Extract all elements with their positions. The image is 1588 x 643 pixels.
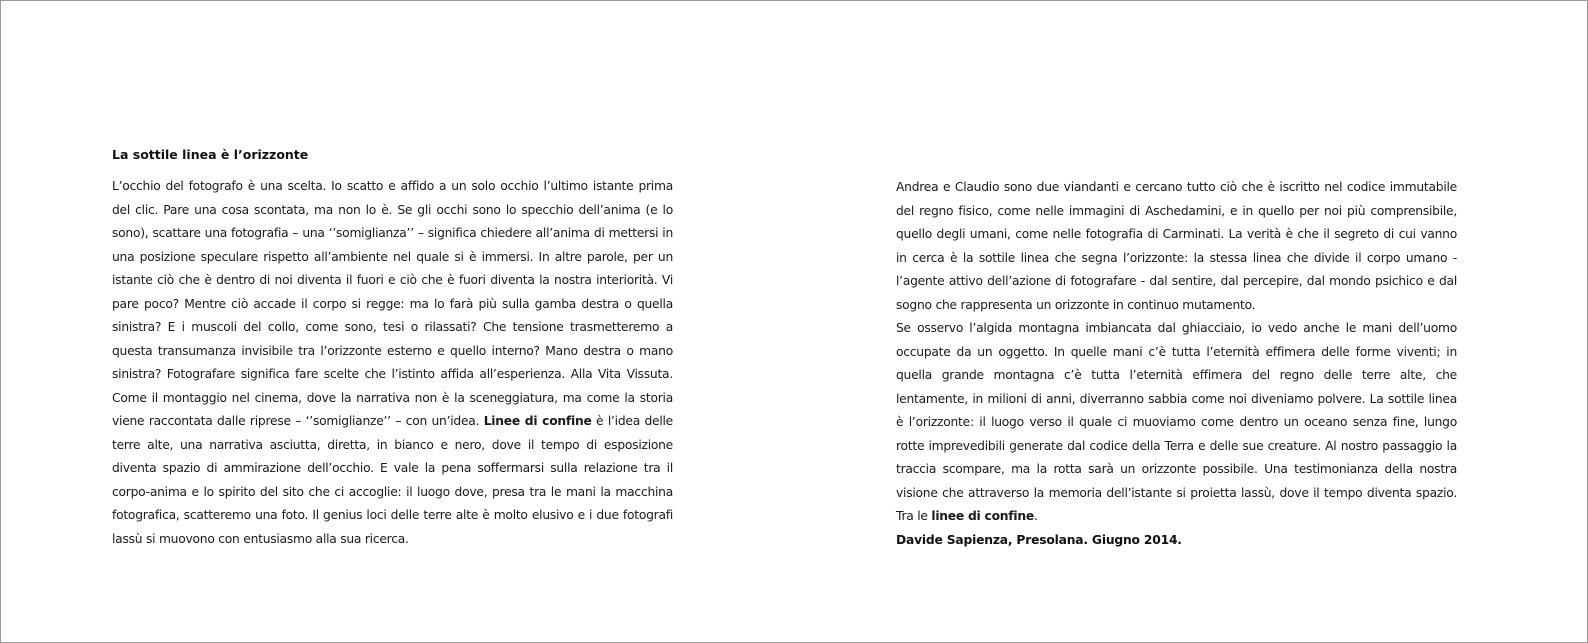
essay-paragraph: [896, 317, 1457, 529]
book-title-emphasis: linee di confine: [931, 509, 1034, 523]
paragraph-text: .: [1033, 509, 1038, 523]
paragraph-text: Se osservo l’algida montagna imbiancata dal ghiacciaio, io vedo anche le mani dell’uomo occupate da un oggetto. In quelle mani c’è tutta l’eternità effimera delle forme viventi; in quella grande montagna c’è tutta l’eternità effimera del regno delle terre alte, che lentamente, in milioni di anni, diverranno sabbia come noi diveniamo polvere. La sottile linea è l’orizzonte: il luogo verso il quale ci muoviamo come dentro un oceano senza fine, lungo rotte imprevedibili generate dal codice della Terra e delle sue creature. Al nostro passaggio la traccia scompare, ma la rotta sarà un orizzonte possibile. Una testimonianza della nostra visione che attraverso la memoria dell’istante si proietta lassù, dove il tempo diventa spazio. Tra le: [896, 321, 1457, 523]
essay-paragraph: Andrea e Claudio sono due viandanti e cercano tutto ciò che è iscritto nel codice immutabile del regno fisico, come nelle immagini di Aschedamini, e in quello per noi più comprensibile, quello degli umani, come nelle fotografia di Carminati. La verità è che il segreto di cui vanno in cerca è la sottile linea che segna l’orizzonte: la stessa linea che divide il corpo umano - l’agente attivo dell’azione di fotografare - dal sentire, dal percepire, dal mondo psichico e dal sogno che rappresenta un orizzonte in continuo mutamento.: [896, 180, 1457, 312]
author-signature: Davide Sapienza, Presolana. Giugno 2014.: [896, 532, 1182, 547]
book-title-emphasis: Linee di confine: [483, 414, 592, 428]
paragraph-text: L’occhio del fotografo è una scelta. Io scatto e affido a un solo occhio l’ultimo istante prima del clic. Pare una cosa scontata, ma non lo è. Se gli occhi sono lo specchio dell’anima (e lo sono), scattare una fotografia – una ‘’somiglianza’’ – significa chiedere all’anima di mettersi in una posizione speculare rispetto all’ambiente nel quale si è immersi. In altre parole, per un istante ciò che è dentro di noi diventa il fuori e ciò che è fuori diventa la nostra interiorità. Vi pare poco? Mentre ciò accade il corpo si regge: ma lo farà più sulla gamba destra o quella sinistra? E i muscoli del collo, come sono, tesi o rilassati? Che tensione trasmetteremo a questa transumanza invisibile tra l’orizzonte esterno e quello interno? Mano destra o mano sinistra? Fotografare significa fare scelte che l’istinto affida all’esperienza. Alla Vita Vissuta. Come il montaggio nel cinema, dove la narrativa non è la sceneggiatura, ma come la storia viene raccontata dalle riprese – ‘’somiglianze’’ – con un’idea.: [112, 179, 673, 428]
paragraph-text: è l’idea delle terre alte, una narrativa asciutta, diretta, in bianco e nero, dove il tempo di esposizione diventa spazio di ammirazione dell’occhio. E vale la pena soffermarsi sulla relazione tra il corpo-anima e lo spirito del sito che ci accoglie: il luogo dove, presa tra le mani la macchina fotografica, scatteremo una foto. Il genius loci delle terre alte è molto elusivo e i due fotografi lassù si muovono con entusiasmo alla sua ricerca.: [112, 414, 673, 546]
left-page: [112, 146, 673, 551]
right-page: [896, 176, 1457, 552]
essay-paragraph: [112, 175, 673, 551]
essay-title: La sottile linea è l’orizzonte: [112, 147, 309, 162]
